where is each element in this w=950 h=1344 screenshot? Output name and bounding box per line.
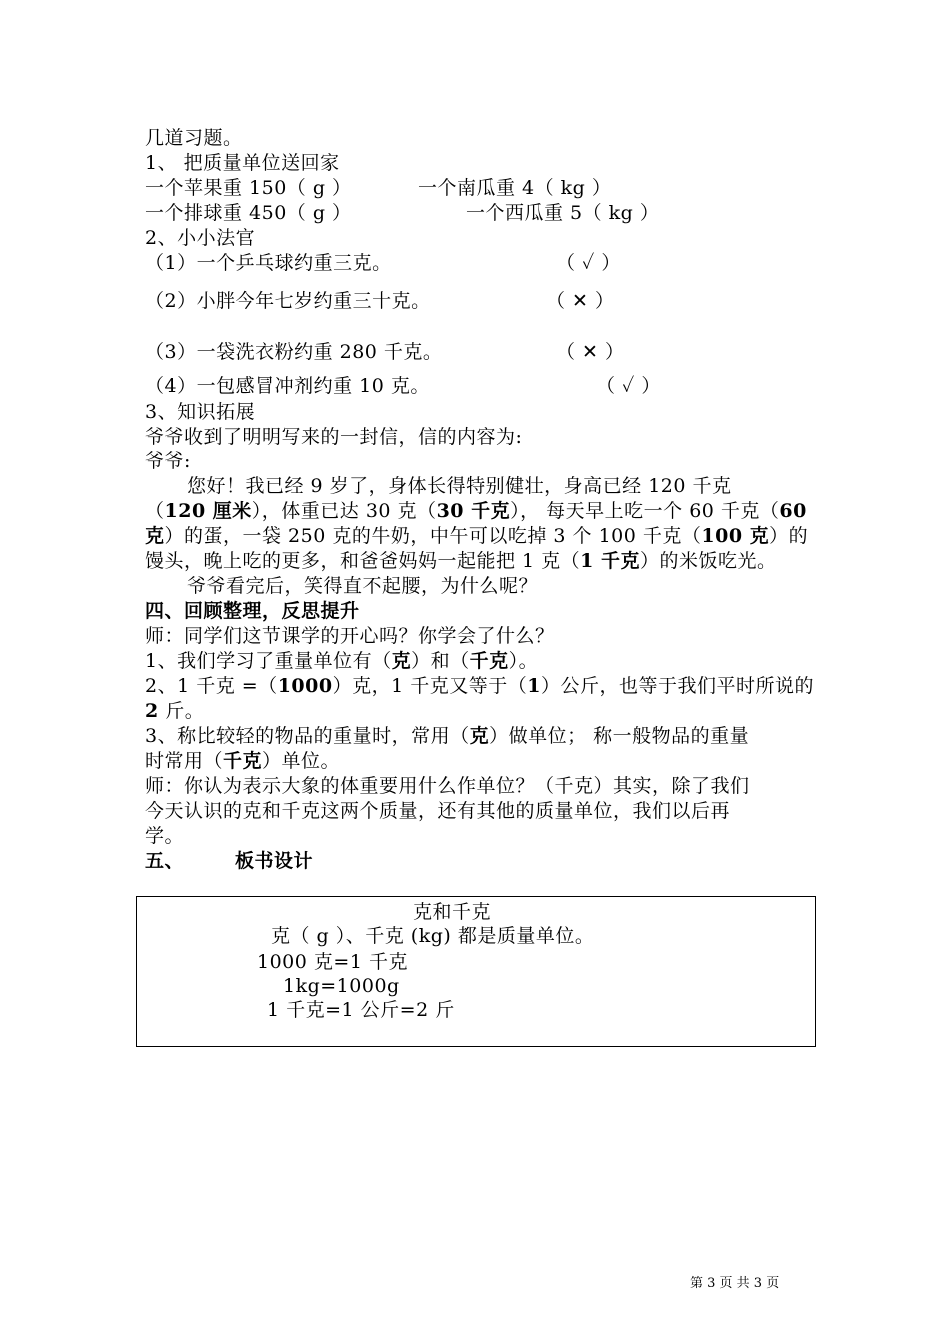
review-point-2-cont: 2 斤。: [145, 700, 205, 722]
intro-line: 几道习题。: [145, 127, 243, 149]
letter-line-4: 馒头，晚上吃的更多，和爸爸妈妈一起能把 1 克（1 千克）的米饭吃光。: [145, 550, 777, 572]
section-4-heading: 四、回顾整理，反思提升: [145, 600, 360, 622]
teacher-remark-line-1: 师：你认为表示大象的体重要用什么作单位？（千克）其实，除了我们: [145, 775, 750, 797]
review-point-1: 1、我们学习了重量单位有（克）和（千克）。: [145, 650, 539, 672]
teacher-remark-line-2: 今天认识的克和千克这两个质量，还有其他的质量单位，我们以后再: [145, 800, 731, 822]
board-line-1: 克（ g ）、千克 (kg) 都是质量单位。: [271, 925, 595, 947]
exercise-1-row2-right: 一个西瓜重 5（ kg ）: [466, 202, 660, 224]
letter-line-2: （120 厘米），体重已达 30 克（30 千克）， 每天早上吃一个 60 千克（60: [145, 500, 807, 522]
section-5-number: 五、: [145, 850, 185, 872]
exercise-1-title: 1、 把质量单位送回家: [145, 152, 340, 174]
letter-greeting: 爷爷:: [145, 450, 191, 472]
judge-mark-3: （ ✕ ）: [556, 341, 625, 363]
exercise-2-title: 2、小小法官: [145, 227, 256, 249]
judge-mark-4: （ ✓ ）: [596, 375, 661, 397]
letter-line-3: 克）的蛋，一袋 250 克的牛奶，中午可以吃掉 3 个 100 千克（100 克）的: [145, 525, 809, 547]
judge-item-1: （1）一个乒乓球约重三克。: [145, 252, 392, 274]
judge-item-3: （3）一袋洗衣粉约重 280 千克。: [145, 341, 443, 363]
letter-intro: 爷爷收到了明明写来的一封信，信的内容为:: [145, 426, 523, 448]
exercise-1-row1-right: 一个南瓜重 4（ kg ）: [418, 177, 612, 199]
letter-line-5: 爷爷看完后，笑得直不起腰，为什么呢？: [187, 575, 539, 597]
exercise-3-title: 3、知识拓展: [145, 401, 256, 423]
review-point-2: 2、1 千克 =（1000）克，1 千克又等于（1）公斤，也等于我们平时所说的: [145, 675, 814, 697]
judge-mark-2: （ ✕ ）: [546, 290, 615, 312]
board-line-4: 1 千克=1 公斤=2 斤: [267, 999, 455, 1021]
judge-item-2: （2）小胖今年七岁约重三十克。: [145, 290, 431, 312]
exercise-1-row2-left: 一个排球重 450（ g ）: [145, 202, 352, 224]
section-4-question: 师：同学们这节课学的开心吗？你学会了什么？: [145, 625, 555, 647]
exercise-1-row1-left: 一个苹果重 150（ g ）: [145, 177, 352, 199]
board-line-3: 1kg=1000g: [283, 975, 400, 997]
board-line-2: 1000 克=1 千克: [257, 951, 408, 973]
review-point-3: 3、称比较轻的物品的重量时，常用（克）做单位； 称一般物品的重量: [145, 725, 750, 747]
section-5-heading: 板书设计: [235, 850, 314, 872]
letter-line-1: 您好！我已经 9 岁了，身体长得特别健壮，身高已经 120 千克: [187, 475, 732, 497]
page-number-footer: 第 3 页 共 3 页: [690, 1276, 780, 1291]
board-title: 克和千克: [413, 901, 492, 923]
judge-mark-1: （ ✓ ）: [556, 252, 621, 274]
teacher-remark-line-3: 学。: [145, 825, 185, 847]
blackboard-design-box: [136, 896, 816, 1047]
judge-item-4: （4）一包感冒冲剂约重 10 克。: [145, 375, 430, 397]
review-point-3-cont: 时常用（千克）单位。: [145, 750, 341, 772]
